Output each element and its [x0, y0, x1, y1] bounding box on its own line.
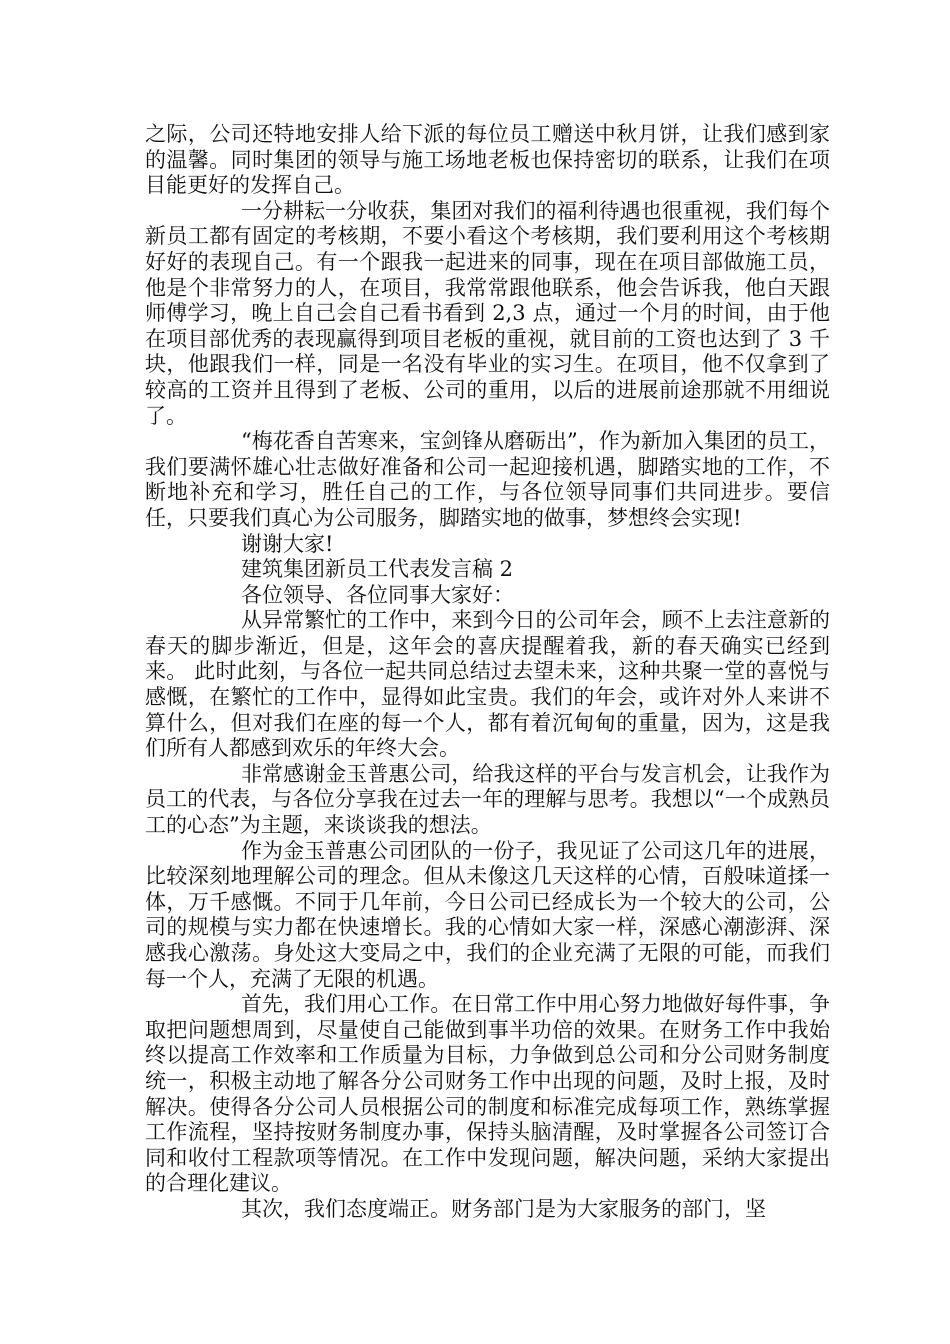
salutation: 各位领导、各位同事大家好：	[241, 582, 514, 607]
document-page	[145, 122, 830, 1223]
paragraph-mid-autumn-care: 之际，公司还特地安排人给下派的每位员工赠送中秋月饼，让我们感到家的温馨。同时集团的领导与施工场地老板也保持密切的联系，让我们在项目能更好的发挥自己。	[145, 122, 830, 198]
section-title: 建筑集团新员工代表发言稿 2	[241, 557, 514, 582]
paragraph-gratitude: 非常感谢金玉普惠公司，给我这样的平台与发言机会，让我作为员工的代表，与各位分享我在过去一年的理解与思考。我想以“一个成熟员工的心态”为主题，来谈谈我的想法。	[145, 761, 830, 838]
paragraph-attitude: 其次，我们态度端正。财务部门是为大家服务的部门，坚	[241, 1196, 766, 1221]
paragraph-work-attentively: 首先，我们用心工作。在日常工作中用心努力地做好每件事，争取把问题想周到，尽量使自己能做到事半功倍的效果。在财务工作中我始终以提高工作效率和工作质量为目标，力争做到总公司和分公司财务制度统一，积极主动地了解各分公司财务工作中出现的问题，及时上报，及时解决。使得各分公司人员根据公司的制度和标准完成每项工作，熟练掌握工作流程，坚持按财务制度办事，保持头脑清醒，及时掌握各公司签订合同和收付工程款项等情况。在工作中发现问题，解决问题，采纳大家提出的合理化建议。	[145, 992, 830, 1196]
paragraph-annual-meeting: 从异常繁忙的工作中，来到今日的公司年会，顾不上去注意新的春天的脚步渐近，但是，这年会的喜庆提醒着我，新的春天确实已经到来。 此时此刻，与各位一起共同总结过去望未来，这种共聚一堂的喜悦与感慨，在繁忙的工作中，显得如此宝贵。我们的年会，或许对外人来讲不算什么，但对我们在座的每一个人，都有着沉甸甸的重量，因为，这是我们所有人都感到欢乐的年终大会。	[145, 608, 830, 761]
paragraph-thanks: 谢谢大家!	[241, 531, 334, 556]
paragraph-reward-story: 一分耕耘一分收获，集团对我们的福利待遇也很重视，我们每个新员工都有固定的考核期，不要小看这个考核期，我们要利用这个考核期好好的表现自己。有一个跟我一起进来的同事，现在在项目部做施工员，他是个非常努力的人，在项目，我常常跟他联系，他会告诉我，他白天跟师傅学习，晚上自己会自己看书看到 2,3 点，通过一个月的时间，由于他在项目部优秀的表现赢得到项目老板的重视，就目前的工资也达到了 3 千块，他跟我们一样，同是一名没有毕业的实习生。在项目，他不仅拿到了较高的工资并且得到了老板、公司的重用，以后的进展前途那就不用细说了。	[145, 198, 830, 428]
paragraph-company-growth: 作为金玉普惠公司团队的一份子，我见证了公司这几年的进展，比较深刻地理解公司的理念。但从未像这几天这样的心情，百般味道揉一体，万千感慨。不同于几年前，今日公司已经成长为一个较大的公司，公司的规模与实力都在快速增长。我的心情如大家一样，深感心潮澎湃、深感我心激荡。身处这大变局之中，我们的企业充满了无限的可能，而我们每一个人，充满了无限的机遇。	[145, 838, 830, 991]
paragraph-plum-blossom-quote: “梅花香自苦寒来，宝剑锋从磨砺出”，作为新加入集团的员工，我们要满怀雄心壮志做好准备和公司一起迎接机遇，脚踏实地的工作，不断地补充和学习，胜任自己的工作，与各位领导同事们共同进步。要信任，只要我们真心为公司服务，脚踏实地的做事，梦想终会实现!	[145, 429, 830, 530]
